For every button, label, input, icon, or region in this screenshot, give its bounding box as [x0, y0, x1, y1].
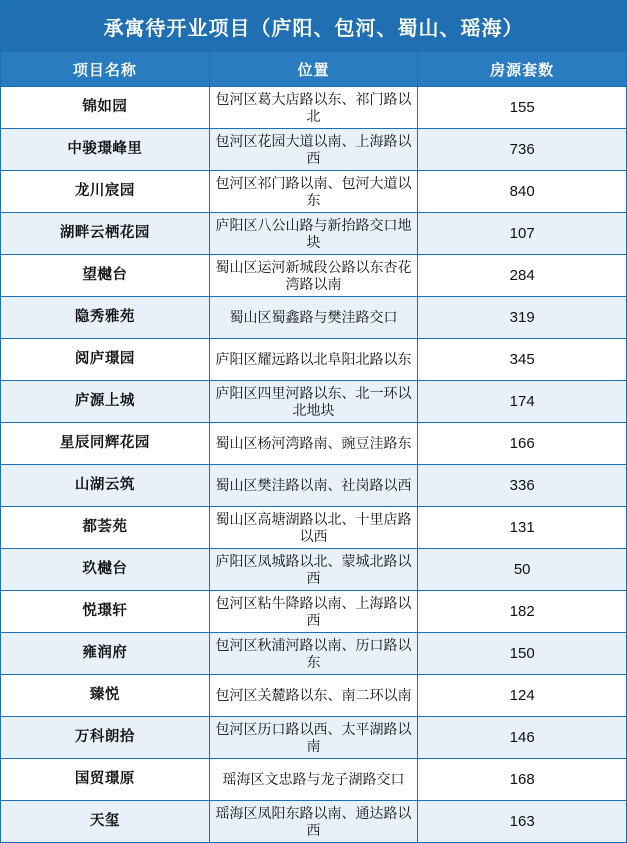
cell-location: 庐阳区八公山路与新抬路交口地块: [209, 213, 418, 255]
cell-location: 包河区关麓路以东、南二环以南: [209, 675, 418, 717]
cell-count: 150: [418, 633, 627, 675]
cell-location: 庐阳区四里河路以东、北一环以北地块: [209, 381, 418, 423]
cell-count: 284: [418, 255, 627, 297]
cell-location: 包河区秋浦河路以南、历口路以东: [209, 633, 418, 675]
cell-project-name: 国贸璟原: [1, 759, 210, 801]
cell-project-name: 天玺: [1, 801, 210, 843]
table-row: [1, 591, 627, 633]
cell-project-name: 悦璟轩: [1, 591, 210, 633]
cell-project-name: 星辰同辉花园: [1, 423, 210, 465]
cell-project-name: 锦如园: [1, 87, 210, 129]
cell-count: 174: [418, 381, 627, 423]
cell-location: 包河区葛大店路以东、祁门路以北: [209, 87, 418, 129]
cell-count: 840: [418, 171, 627, 213]
cell-project-name: 隐秀雅苑: [1, 297, 210, 339]
cell-count: 336: [418, 465, 627, 507]
table-row: [1, 129, 627, 171]
cell-project-name: 玖樾台: [1, 549, 210, 591]
cell-count: 163: [418, 801, 627, 843]
cell-count: 182: [418, 591, 627, 633]
cell-count: 146: [418, 717, 627, 759]
table-body: [1, 1, 627, 843]
table-row: [1, 171, 627, 213]
table-row: [1, 213, 627, 255]
cell-project-name: 望樾台: [1, 255, 210, 297]
table-row: [1, 339, 627, 381]
table-row: [1, 87, 627, 129]
cell-count: 107: [418, 213, 627, 255]
table-row: [1, 297, 627, 339]
cell-location: 庐阳区耀远路以北阜阳北路以东: [209, 339, 418, 381]
title-row: [1, 1, 627, 52]
cell-location: 包河区祁门路以南、包河大道以东: [209, 171, 418, 213]
table-row: [1, 801, 627, 843]
cell-location: 包河区历口路以西、太平湖路以南: [209, 717, 418, 759]
cell-count: 345: [418, 339, 627, 381]
table-row: [1, 549, 627, 591]
cell-count: 736: [418, 129, 627, 171]
table-row: [1, 507, 627, 549]
table-row: [1, 633, 627, 675]
table-row: [1, 423, 627, 465]
cell-location: 蜀山区杨河湾路南、豌豆洼路东: [209, 423, 418, 465]
cell-count: 319: [418, 297, 627, 339]
cell-count: 166: [418, 423, 627, 465]
table-row: [1, 675, 627, 717]
cell-location: 瑶海区凤阳东路以南、通达路以西: [209, 801, 418, 843]
cell-project-name: 湖畔云栖花园: [1, 213, 210, 255]
cell-location: 包河区粘牛降路以南、上海路以西: [209, 591, 418, 633]
table-row: [1, 381, 627, 423]
column-header-count: 房源套数: [418, 52, 627, 87]
column-header-location: 位置: [209, 52, 418, 87]
table-row: [1, 255, 627, 297]
cell-project-name: 庐源上城: [1, 381, 210, 423]
cell-location: 蜀山区运河新城段公路以东杏花湾路以南: [209, 255, 418, 297]
cell-project-name: 雍润府: [1, 633, 210, 675]
table-title: 承寓待开业项目（庐阳、包河、蜀山、瑶海）: [1, 1, 627, 52]
cell-project-name: 中骏璟峰里: [1, 129, 210, 171]
cell-location: 蜀山区高塘湖路以北、十里店路以西: [209, 507, 418, 549]
cell-count: 155: [418, 87, 627, 129]
cell-location: 包河区花园大道以南、上海路以西: [209, 129, 418, 171]
cell-project-name: 都荟苑: [1, 507, 210, 549]
column-header-name: 项目名称: [1, 52, 210, 87]
cell-project-name: 阅庐璟园: [1, 339, 210, 381]
cell-project-name: 万科朗拾: [1, 717, 210, 759]
cell-location: 蜀山区樊洼路以南、社岗路以西: [209, 465, 418, 507]
cell-count: 168: [418, 759, 627, 801]
table-row: [1, 465, 627, 507]
cell-count: 131: [418, 507, 627, 549]
cell-project-name: 龙川宸园: [1, 171, 210, 213]
cell-project-name: 山湖云筑: [1, 465, 210, 507]
table-row: [1, 759, 627, 801]
cell-count: 124: [418, 675, 627, 717]
header-row: [1, 52, 627, 87]
cell-location: 庐阳区凤城路以北、蒙城北路以西: [209, 549, 418, 591]
table-row: [1, 717, 627, 759]
cell-project-name: 臻悦: [1, 675, 210, 717]
cell-count: 50: [418, 549, 627, 591]
cell-location: 瑶海区文忠路与龙子湖路交口: [209, 759, 418, 801]
cell-location: 蜀山区蜀鑫路与樊洼路交口: [209, 297, 418, 339]
